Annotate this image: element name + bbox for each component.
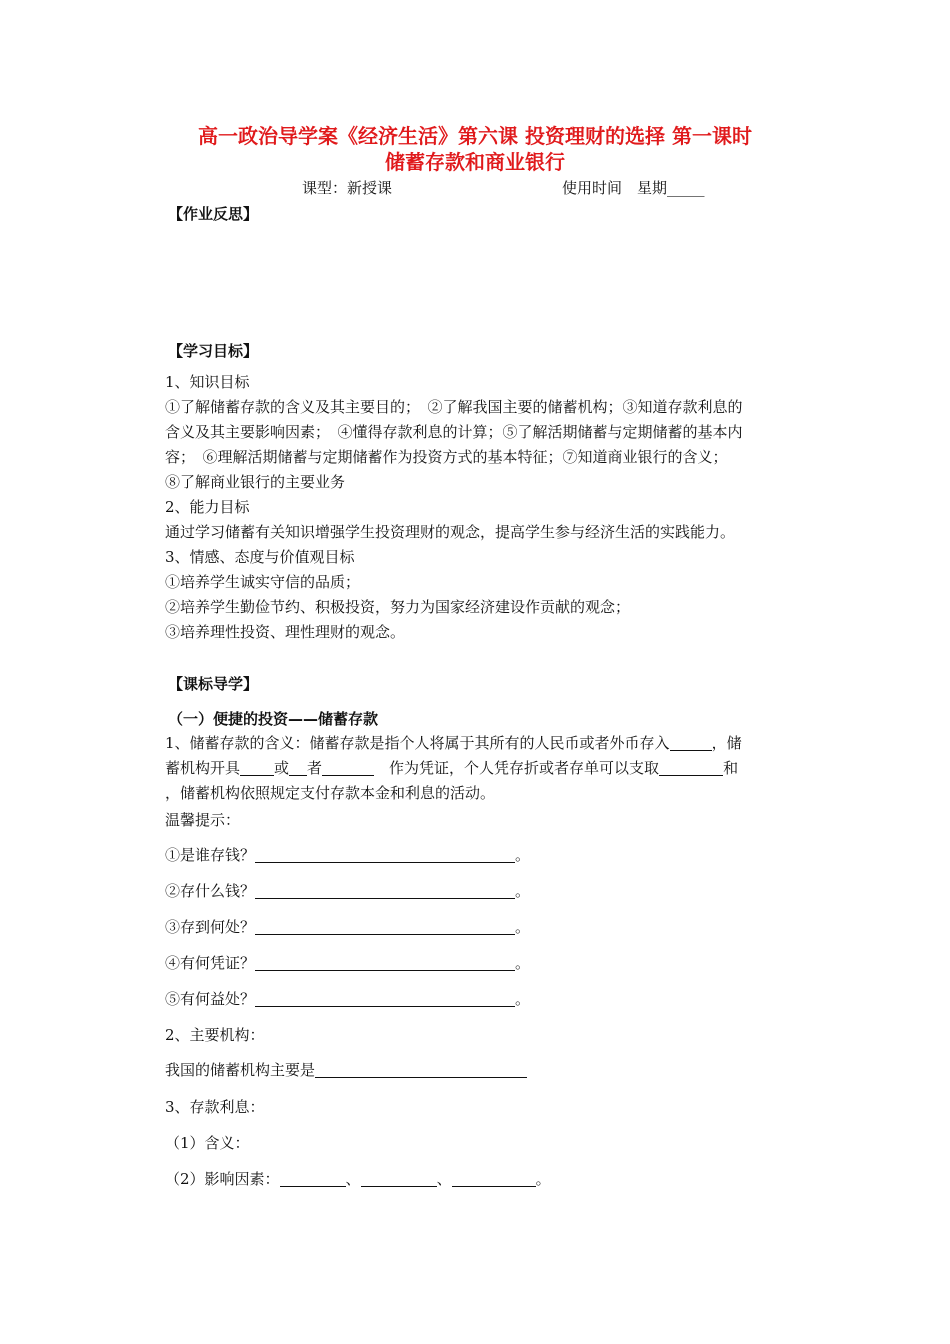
definition-text: 者	[307, 759, 323, 777]
factors-text: （2）影响因素：	[165, 1170, 280, 1188]
fill-blank[interactable]	[240, 759, 274, 776]
section-reflection: 【作业反思】	[168, 205, 259, 223]
fill-blank[interactable]	[670, 734, 712, 751]
section-guide: 【课标导学】	[168, 675, 259, 693]
interest-meaning: （1）含义：	[165, 1134, 250, 1152]
emotion-goal-item: ①培养学生诚实守信的品质；	[165, 573, 361, 591]
guide-subheading: （一）便捷的投资——储蓄存款	[168, 710, 379, 728]
definition-text: 1、储蓄存款的含义：储蓄存款是指个人将属于其所有的人民币或者外币存入	[165, 734, 670, 752]
fill-blank[interactable]	[322, 759, 374, 776]
definition-line-2	[165, 758, 738, 778]
interest-factors-row	[165, 1169, 551, 1189]
definition-line-3: ，储蓄机构依照规定支付存款本金和利息的活动。	[165, 784, 496, 802]
knowledge-goal-heading: 1、知识目标	[165, 373, 250, 391]
answer-blank[interactable]	[255, 882, 515, 899]
definition-text: 和	[723, 759, 739, 777]
definition-text: 或	[274, 759, 290, 777]
lesson-type: 课型：新授课	[302, 179, 393, 197]
answer-blank[interactable]	[315, 1061, 527, 1078]
emotion-goal-item: ②培养学生勤俭节约、积极投资，努力为国家经济建设作贡献的观念；	[165, 598, 631, 616]
answer-blank[interactable]	[452, 1170, 536, 1187]
separator: 、	[345, 1170, 361, 1188]
answer-blank[interactable]	[255, 918, 515, 935]
answer-blank[interactable]	[361, 1170, 437, 1187]
answer-blank[interactable]	[255, 846, 515, 863]
definition-text: 作为凭证，个人凭存折或者存单可以支取	[374, 759, 660, 777]
ability-goal-heading: 2、能力目标	[165, 498, 250, 516]
answer-blank[interactable]	[255, 954, 515, 971]
knowledge-goal-line: 含义及其主要影响因素； ④懂得存款利息的计算；⑤了解活期储蓄与定期储蓄的基本内	[165, 423, 743, 441]
question-text: ①是谁存钱？	[165, 846, 256, 864]
question-text: ②存什么钱？	[165, 882, 256, 900]
period: 。	[515, 954, 531, 972]
knowledge-goal-line: 容； ⑥理解活期储蓄与定期储蓄作为投资方式的基本特征；⑦知道商业银行的含义；	[165, 448, 728, 466]
section-goals: 【学习目标】	[168, 342, 259, 360]
fill-blank[interactable]	[659, 759, 723, 776]
definition-text: 蓄机构开具	[165, 759, 241, 777]
definition-line-1	[165, 733, 742, 753]
period: 。	[515, 882, 531, 900]
emotion-goal-item: ③培养理性投资、理性理财的观念。	[165, 623, 406, 641]
question-row	[165, 989, 530, 1009]
question-text: ⑤有何益处？	[165, 990, 256, 1008]
question-row	[165, 917, 530, 937]
fill-blank[interactable]	[289, 759, 307, 776]
question-text: ③存到何处？	[165, 918, 256, 936]
knowledge-goal-line: ①了解储蓄存款的含义及其主要目的； ②了解我国主要的储蓄机构；③知道存款利息的	[165, 398, 743, 416]
period: 。	[515, 846, 531, 864]
emotion-goal-heading: 3、情感、态度与价值观目标	[165, 548, 355, 566]
period: 。	[515, 918, 531, 936]
definition-text: ，储	[711, 734, 742, 752]
ability-goal-text: 通过学习储蓄有关知识增强学生投资理财的观念，提高学生参与经济生活的实践能力。	[165, 523, 736, 541]
period: 。	[515, 990, 531, 1008]
period: 。	[535, 1170, 551, 1188]
institution-heading: 2、主要机构：	[165, 1026, 265, 1044]
title-line-2: 储蓄存款和商业银行	[385, 150, 565, 174]
question-row	[165, 953, 530, 973]
knowledge-goal-line: ⑧了解商业银行的主要业务	[165, 473, 346, 491]
interest-heading: 3、存款利息：	[165, 1098, 265, 1116]
institution-text: 我国的储蓄机构主要是	[165, 1061, 316, 1079]
question-text: ④有何凭证？	[165, 954, 256, 972]
answer-blank[interactable]	[255, 990, 515, 1007]
answer-blank[interactable]	[280, 1170, 346, 1187]
institution-row	[165, 1060, 527, 1080]
question-row	[165, 845, 530, 865]
question-row	[165, 881, 530, 901]
usage-time: 使用时间 星期_____	[562, 179, 705, 197]
title-line-1: 高一政治导学案《经济生活》第六课 投资理财的选择 第一课时	[198, 124, 752, 148]
tip-label: 温馨提示：	[165, 811, 241, 829]
separator: 、	[436, 1170, 452, 1188]
